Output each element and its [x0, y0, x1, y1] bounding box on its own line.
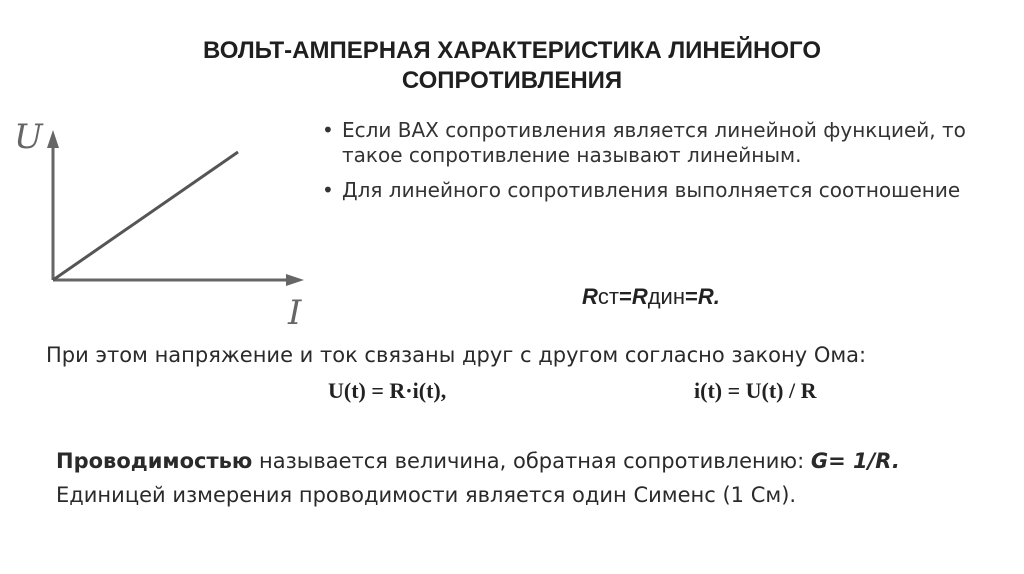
- graph-svg: [10, 110, 310, 335]
- relation-equals: =: [618, 284, 632, 309]
- conductance-line-1: [56, 444, 1006, 478]
- y-axis-arrow: [47, 130, 59, 148]
- relation-r: R: [631, 284, 648, 309]
- slide-title: [0, 36, 1024, 96]
- title-line-1: ВОЛЬТ-АМПЕРНАЯ ХАРАКТЕРИСТИКА ЛИНЕЙНОГО: [203, 37, 821, 64]
- conductance-line-2: Единицей измерения проводимости является один Сименс (1 См).: [56, 483, 797, 507]
- ohm-law-text: При этом напряжение и ток связаны друг с другом согласно закону Ома:: [46, 343, 867, 367]
- conductance-text: называется величина, обратная сопротивлению:: [252, 449, 811, 473]
- conductance-paragraph: [56, 444, 1006, 512]
- bullet-dot-icon: •: [322, 178, 334, 202]
- ohm-equation-voltage: U(t) = R·i(t),: [328, 378, 447, 403]
- iv-characteristic-graph: [10, 110, 310, 335]
- bullet-text: Если ВАХ сопротивления является линейной функцией, то такое сопротивление называют линейным.: [342, 118, 966, 167]
- x-axis-arrow: [286, 274, 304, 286]
- bullet-list: [318, 118, 978, 213]
- bullet-item: [318, 178, 978, 203]
- iv-line: [53, 152, 238, 280]
- relation-equals: =: [685, 284, 698, 309]
- relation-r: R: [582, 284, 598, 309]
- conductance-formula: G= 1/R.: [810, 449, 900, 473]
- title-line-2: СОПРОТИВЛЕНИЯ: [401, 67, 623, 94]
- y-axis-label: U: [14, 117, 43, 157]
- relation-sub-st: ст: [597, 284, 619, 309]
- bullet-item: [318, 118, 978, 168]
- relation-r-final: R.: [697, 284, 720, 309]
- resistance-relation: [582, 284, 720, 310]
- relation-sub-din: дин: [647, 284, 685, 309]
- x-axis-label: I: [288, 293, 302, 333]
- conductance-term: Проводимостью: [56, 449, 253, 473]
- bullet-dot-icon: •: [322, 118, 334, 142]
- ohm-equation-current: i(t) = U(t) / R: [694, 378, 817, 403]
- bullet-text: Для линейного сопротивления выполняется соотношение: [342, 178, 961, 202]
